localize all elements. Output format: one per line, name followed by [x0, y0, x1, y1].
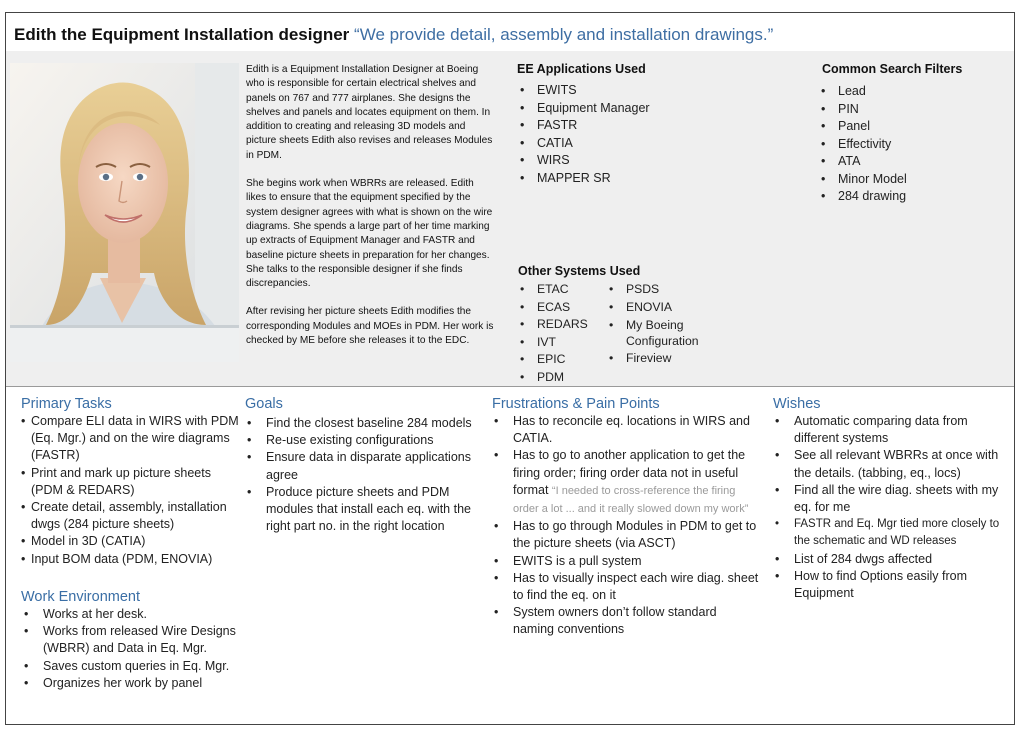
list-item: • EWITS — [517, 82, 777, 100]
list-item: • Has to visually inspect each wire diag. sheet to find the eq. on it — [491, 570, 761, 604]
wishes-title: Wishes — [773, 396, 821, 412]
bio-paragraph: She begins work when WBRRs are released. Edith likes to ensure that the equipment specified by the system designer agrees with what is shown on the wire diagrams. She spends a large part of her time marking up extracts of Equipment Manager and FASTR and baseline picture sheets in preparation for her changes. She talks to the responsible designer if she finds discrepancies. — [246, 178, 493, 290]
list-item: • Equipment Manager — [517, 100, 777, 118]
list-item: • List of 284 dwgs affected — [772, 551, 1004, 568]
list-item — [491, 447, 761, 518]
list-item: • ETAC — [517, 281, 607, 299]
list-item: • My Boeing Configuration — [606, 317, 736, 349]
list-item: • Create detail, assembly, installation dwgs (284 picture sheets) — [21, 499, 243, 533]
list-item: • ECAS — [517, 299, 607, 317]
frustrations-list — [491, 413, 761, 639]
section-divider — [6, 386, 1014, 387]
list-item: • Input BOM data (PDM, ENOVIA) — [21, 551, 243, 568]
list-item: • See all relevant WBRRs at once with the details. (tabbing, eq., locs) — [772, 447, 1004, 481]
persona-header — [14, 25, 773, 45]
frustration-text: Has to go to another application to get the firing order; firing order data not in useful format — [513, 448, 746, 497]
list-item: • Model in 3D (CATIA) — [21, 533, 243, 550]
list-item: • Ensure data in disparate applications agree — [244, 449, 476, 483]
list-item: • Organizes her work by panel — [21, 675, 241, 692]
list-item: • WIRS — [517, 152, 777, 170]
ee-apps-list — [517, 82, 777, 187]
list-item: • Works from released Wire Designs (WBRR) and Data in Eq. Mgr. — [21, 623, 241, 657]
ee-apps-title: EE Applications Used — [517, 62, 646, 76]
work-env-list — [21, 606, 241, 692]
list-item: • REDARS — [517, 316, 607, 334]
list-item: • Works at her desk. — [21, 606, 241, 623]
list-item: • Effectivity — [818, 136, 1008, 154]
search-filters-title: Common Search Filters — [822, 62, 963, 76]
list-item: • Fireview — [606, 350, 736, 368]
search-filters-list — [818, 83, 1008, 206]
list-item: • EPIC — [517, 351, 607, 369]
list-item: • Find the closest baseline 284 models — [244, 415, 476, 432]
list-item: • ATA — [818, 153, 1008, 171]
list-item: • Saves custom queries in Eq. Mgr. — [21, 658, 241, 675]
list-item: • MAPPER SR — [517, 170, 777, 188]
list-item: • FASTR — [517, 117, 777, 135]
list-item: • PDM — [517, 369, 607, 387]
list-item: • CATIA — [517, 135, 777, 153]
goals-title: Goals — [245, 396, 283, 412]
list-item: • Minor Model — [818, 171, 1008, 189]
list-item: • IVT — [517, 334, 607, 352]
frustration-quote: “I needed to cross-reference the firing order a lot ... and it really slowed down my work” — [513, 484, 749, 516]
list-item: • Has to go through Modules in PDM to get to the picture sheets (via ASCT) — [491, 518, 761, 552]
list-item: • EWITS is a pull system — [491, 553, 761, 570]
wishes-list — [772, 413, 1004, 602]
bio-paragraph: Edith is a Equipment Installation Designer at Boeing who is responsible for certain electrical shelves and panels on 767 and 777 airplanes. She designs the shelves and panels and locates equipment on them. In addition to creating and releasing 3D models and picture sheets Edith also revises and releases Modules in PDM. — [246, 64, 493, 161]
list-item: • PIN — [818, 101, 1008, 119]
persona-quote: “We provide detail, assembly and installation drawings.” — [354, 25, 774, 44]
list-item: • Re-use existing configurations — [244, 432, 476, 449]
list-item: • Find all the wire diag. sheets with my eq. for me — [772, 482, 1004, 516]
other-systems-list-1 — [517, 281, 607, 386]
list-item: • How to find Options easily from Equipment — [772, 568, 1004, 602]
list-item: • Compare ELI data in WIRS with PDM (Eq. Mgr.) and on the wire diagrams (FASTR) — [21, 413, 243, 465]
persona-name: Edith the Equipment Installation designer — [14, 25, 350, 44]
other-systems-title: Other Systems Used — [518, 264, 641, 278]
bio-paragraph: After revising her picture sheets Edith modifies the corresponding Modules and MOEs in PDM. Her work is checked by ME before she releases it to the EDC. — [246, 306, 494, 347]
frustrations-title: Frustrations & Pain Points — [492, 396, 660, 412]
list-item: • Automatic comparing data from different systems — [772, 413, 1004, 447]
list-item: • 284 drawing — [818, 188, 1008, 206]
goals-list — [244, 415, 476, 535]
list-item: • Produce picture sheets and PDM modules that install each eq. with the right part no. in the right location — [244, 484, 476, 536]
list-item: • PSDS — [606, 281, 736, 299]
list-item: • FASTR and Eq. Mgr tied more closely to the schematic and WD releases — [772, 516, 1004, 550]
primary-tasks-list — [21, 413, 243, 568]
list-item: • System owners don’t follow standard naming conventions — [491, 604, 761, 638]
primary-tasks-title: Primary Tasks — [21, 396, 112, 412]
other-systems-list-2 — [606, 281, 736, 368]
list-item: • Print and mark up picture sheets (PDM & REDARS) — [21, 465, 243, 499]
work-env-title: Work Environment — [21, 589, 140, 605]
list-item: • Lead — [818, 83, 1008, 101]
persona-bio — [246, 63, 496, 362]
persona-photo — [10, 63, 239, 362]
list-item: • ENOVIA — [606, 299, 736, 317]
list-item: • Has to reconcile eq. locations in WIRS and CATIA. — [491, 413, 761, 447]
list-item: • Panel — [818, 118, 1008, 136]
